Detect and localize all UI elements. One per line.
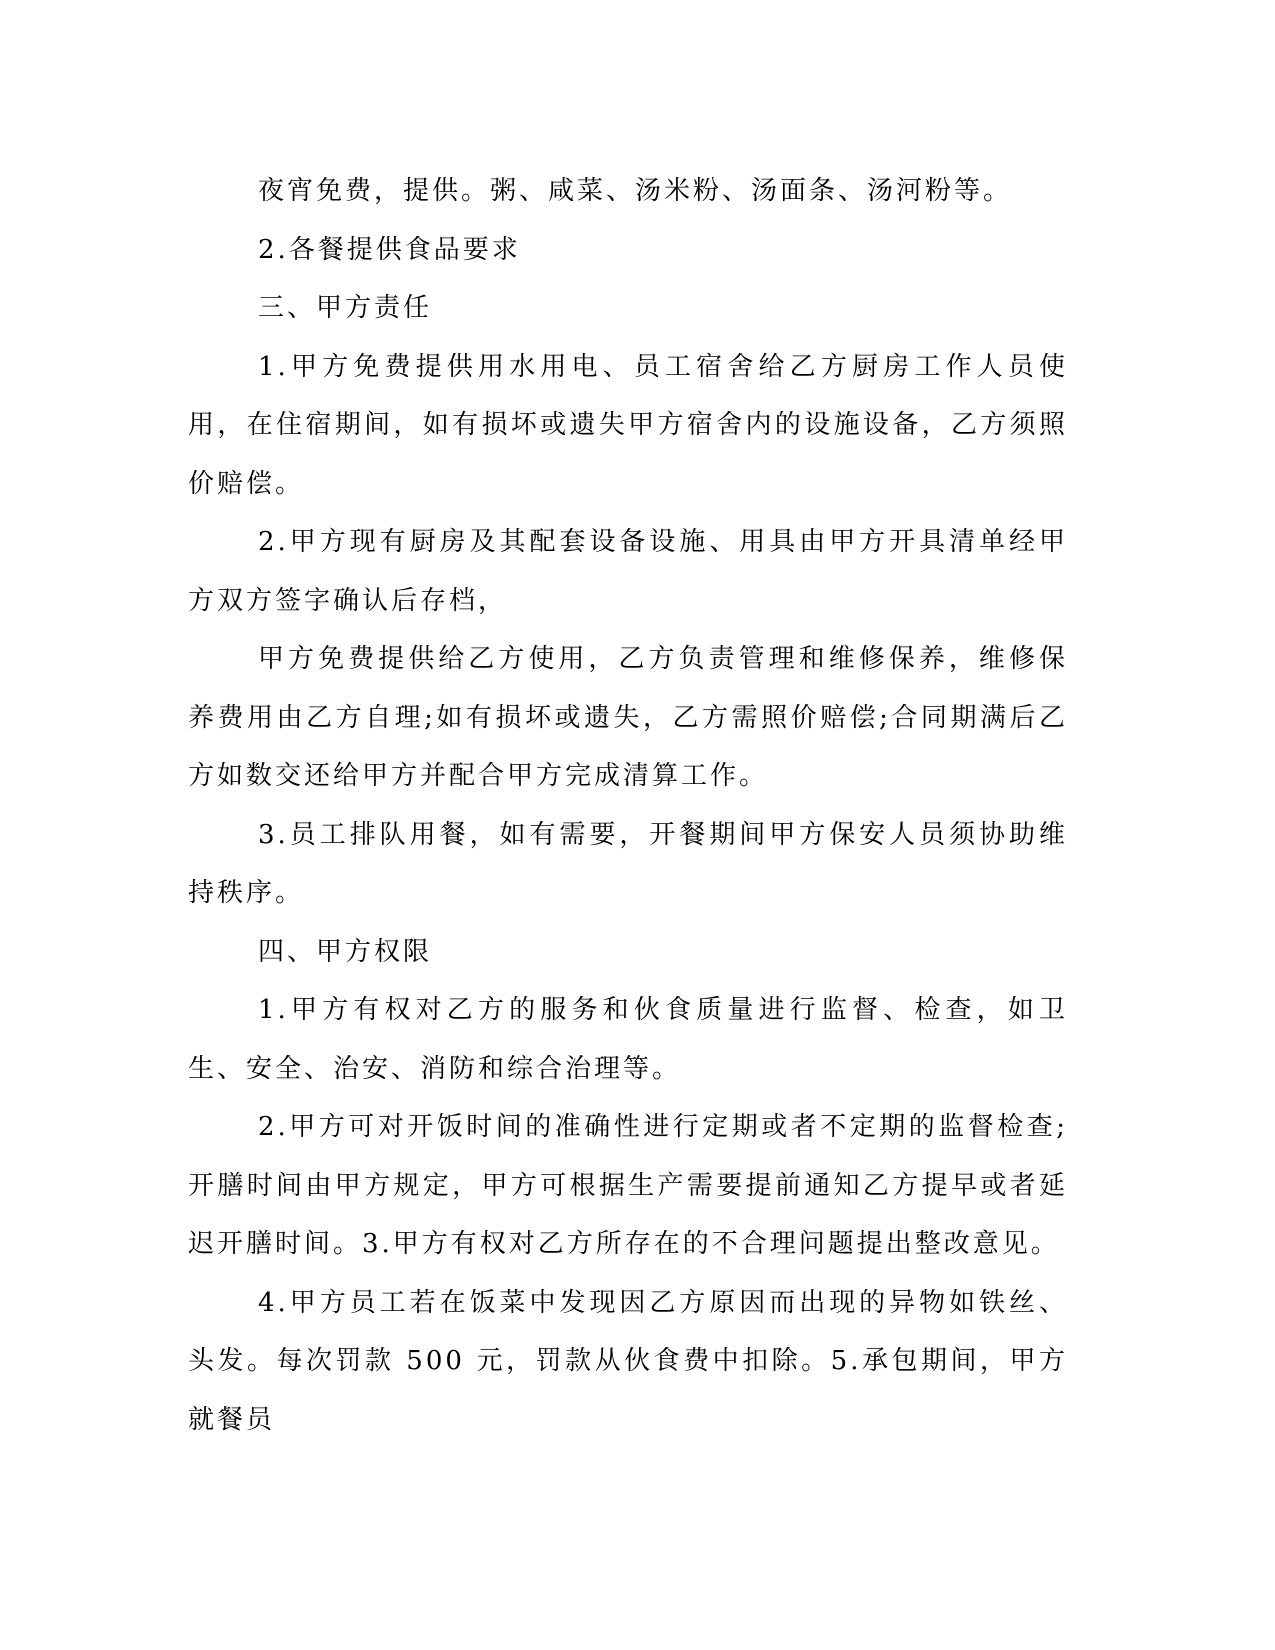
paragraph-supervision: 1.甲方有权对乙方的服务和伙食质量进行监督、检查，如卫生、安全、治安、消防和综合治理等。: [188, 995, 1068, 1084]
document-body: [188, 162, 1068, 1449]
section-heading-party-a-responsibility: 三、甲方责任: [258, 293, 433, 323]
paragraph-meal-requirements: 2.各餐提供食品要求: [258, 234, 521, 265]
paragraph-utilities-dormitory: 1.甲方免费提供用水用电、员工宿舍给乙方厨房工作人员使用，在住宿期间，如有损坏或遗失甲方宿舍内的设施设备，乙方须照价赔偿。: [188, 351, 1068, 499]
paragraph-penalty: 4.甲方员工若在饭菜中发现因乙方原因而出现的异物如铁丝、头发。每次罚款 500 元，罚款从伙食费中扣除。5.承包期间，甲方就餐员: [188, 1287, 1068, 1435]
paragraph-maintenance: 甲方免费提供给乙方使用，乙方负责管理和维修保养，维修保养费用由乙方自理;如有损坏或遗失，乙方需照价赔偿;合同期满后乙方如数交还给甲方并配合甲方完成清算工作。: [188, 644, 1068, 791]
paragraph-kitchen-equipment: 2.甲方现有厨房及其配套设备设施、用具由甲方开具清单经甲方双方签字确认后存档，: [188, 527, 1068, 616]
section-heading-party-a-rights: 四、甲方权限: [258, 936, 433, 967]
paragraph-queue-order: 3.员工排队用餐，如有需要，开餐期间甲方保安人员须协助维持秩序。: [188, 819, 1068, 908]
paragraph-meal-time: 2.甲方可对开饭时间的准确性进行定期或者不定期的监督检查;开膳时间由甲方规定，甲方可根据生产需要提前通知乙方提早或者延迟开膳时间。3.甲方有权对乙方所存在的不合理问题提出整改意见。: [188, 1112, 1068, 1259]
paragraph-late-night-meal: 夜宵免费，提供。粥、咸菜、汤米粉、汤面条、汤河粉等。: [258, 176, 1013, 206]
